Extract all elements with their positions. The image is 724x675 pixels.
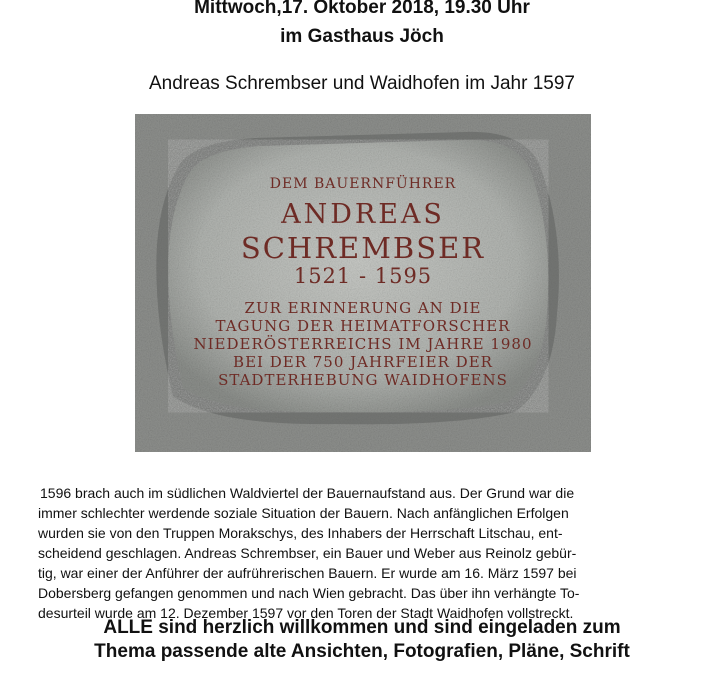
paragraph-line: immer schlechter werdende soziale Situation der Bauern. Nach anfänglichen Erfolgen [38, 505, 569, 521]
paragraph-line: Dobersberg gefangen genommen und nach Wien gebracht. Das über ihn verhängte To- [38, 585, 580, 601]
invitation-line: Thema passende alte Ansichten, Fotografien, Pläne, Schrift [94, 641, 630, 662]
plaque-line: STADTERHEBUNG WAIDHOFENS [218, 371, 508, 389]
plaque-line: ZUR ERINNERUNG AN DIE [244, 299, 482, 317]
memorial-stone-photo [135, 114, 591, 452]
plaque-line: TAGUNG DER HEIMATFORSCHER [215, 317, 511, 335]
plaque-line: NIEDERÖSTERREICHS IM JAHRE 1980 [193, 335, 533, 353]
invitation-line: ALLE sind herzlich willkommen und sind eingeladen zum [103, 617, 621, 638]
talk-title: Andreas Schrembser und Waidhofen im Jahr 1597 [149, 73, 575, 94]
paragraph-line: wurden sie von den Truppen Morakschys, des Inhabers der Herrschaft Litschau, ent- [38, 525, 563, 541]
event-venue-line: im Gasthaus Jöch [280, 26, 444, 47]
paragraph-line: scheidend geschlagen. Andreas Schrembser, ein Bauer und Weber aus Reinolz gebür- [38, 545, 577, 561]
plaque-first-name: ANDREAS [281, 199, 445, 230]
plaque-years: 1521 - 1595 [293, 264, 433, 288]
history-paragraph [38, 483, 690, 623]
plaque-last-name: SCHREMBSER [240, 231, 486, 265]
plaque-line: BEI DER 750 JAHRFEIER DER [233, 353, 493, 371]
event-date-line: Mittwoch,17. Oktober 2018, 19.30 Uhr [194, 0, 530, 18]
plaque-dedication: DEM BAUERNFÜHRER [269, 176, 457, 192]
paragraph-line: desurteil wurde am 12. Dezember 1597 vor den Toren der Stadt Waidhofen vollstreckt. [38, 605, 574, 621]
paragraph-line: tig, war einer der Anführer der aufrührerischen Bauern. Er wurde am 16. März 1597 bei [38, 565, 577, 581]
paragraph-line: 1596 brach auch im südlichen Waldviertel der Bauernaufstand aus. Der Grund war die [40, 485, 575, 501]
